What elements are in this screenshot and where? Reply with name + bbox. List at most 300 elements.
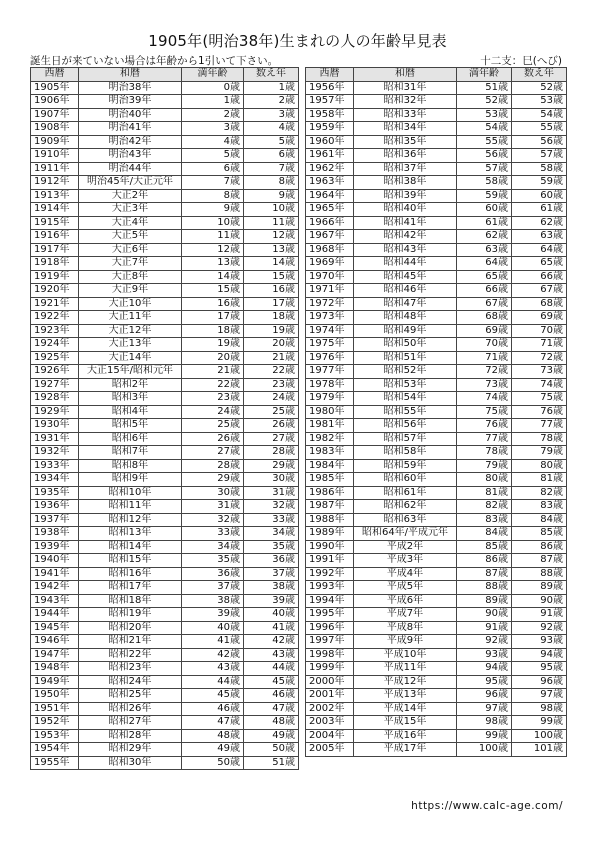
cell-kazoe: 15歳 — [244, 270, 299, 284]
cell-wareki: 昭和40年 — [354, 203, 457, 217]
cell-kazoe: 40歳 — [244, 608, 299, 622]
zodiac-label: 十二支：巳(へび) — [480, 55, 562, 67]
cell-seireki: 1998年 — [306, 648, 354, 662]
cell-seireki: 1976年 — [306, 351, 354, 365]
cell-wareki: 大正12年 — [79, 324, 182, 338]
cell-kazoe: 62歳 — [512, 216, 567, 230]
cell-kazoe: 73歳 — [512, 365, 567, 379]
cell-seireki: 1963年 — [306, 176, 354, 190]
cell-age: 43歳 — [182, 662, 244, 676]
cell-age: 4歳 — [182, 135, 244, 149]
table-row — [306, 216, 567, 230]
table-row — [31, 662, 299, 676]
cell-seireki: 1922年 — [31, 311, 79, 325]
cell-kazoe: 39歳 — [244, 594, 299, 608]
cell-age: 22歳 — [182, 378, 244, 392]
cell-wareki: 昭和31年 — [354, 81, 457, 95]
cell-wareki: 明治45年/大正元年 — [79, 176, 182, 190]
cell-wareki: 昭和60年 — [354, 473, 457, 487]
table-row — [306, 621, 567, 635]
cell-wareki: 平成8年 — [354, 621, 457, 635]
age-table-left — [30, 67, 299, 770]
table-row — [31, 365, 299, 379]
table-row — [306, 702, 567, 716]
table-row — [31, 500, 299, 514]
cell-seireki: 1927年 — [31, 378, 79, 392]
cell-kazoe: 21歳 — [244, 351, 299, 365]
cell-seireki: 1911年 — [31, 162, 79, 176]
cell-age: 97歳 — [457, 702, 512, 716]
cell-kazoe: 23歳 — [244, 378, 299, 392]
table-row — [306, 635, 567, 649]
cell-kazoe: 27歳 — [244, 432, 299, 446]
cell-seireki: 1905年 — [31, 81, 79, 95]
age-table-right — [305, 67, 567, 757]
cell-wareki: 昭和38年 — [354, 176, 457, 190]
cell-kazoe: 19歳 — [244, 324, 299, 338]
cell-wareki: 昭和15年 — [79, 554, 182, 568]
cell-age: 76歳 — [457, 419, 512, 433]
cell-age: 92歳 — [457, 635, 512, 649]
cell-seireki: 1977年 — [306, 365, 354, 379]
cell-seireki: 1964年 — [306, 189, 354, 203]
cell-wareki: 昭和13年 — [79, 527, 182, 541]
table-row — [31, 149, 299, 163]
cell-kazoe: 101歳 — [512, 743, 567, 757]
cell-wareki: 大正9年 — [79, 284, 182, 298]
cell-age: 61歳 — [457, 216, 512, 230]
cell-wareki: 昭和29年 — [79, 743, 182, 757]
cell-wareki: 明治38年 — [79, 81, 182, 95]
cell-seireki: 1937年 — [31, 513, 79, 527]
cell-wareki: 大正7年 — [79, 257, 182, 271]
cell-wareki: 平成12年 — [354, 675, 457, 689]
cell-seireki: 1973年 — [306, 311, 354, 325]
table-row — [31, 297, 299, 311]
cell-wareki: 昭和56年 — [354, 419, 457, 433]
cell-age: 27歳 — [182, 446, 244, 460]
cell-kazoe: 53歳 — [512, 95, 567, 109]
cell-wareki: 昭和39年 — [354, 189, 457, 203]
table-row — [306, 243, 567, 257]
cell-seireki: 1933年 — [31, 459, 79, 473]
cell-kazoe: 34歳 — [244, 527, 299, 541]
cell-wareki: 平成16年 — [354, 729, 457, 743]
cell-wareki: 昭和10年 — [79, 486, 182, 500]
table-row — [306, 189, 567, 203]
table-row — [31, 189, 299, 203]
table-row — [31, 338, 299, 352]
cell-kazoe: 7歳 — [244, 162, 299, 176]
cell-seireki: 1921年 — [31, 297, 79, 311]
table-row — [306, 95, 567, 109]
cell-age: 50歳 — [182, 756, 244, 770]
cell-wareki: 大正15年/昭和元年 — [79, 365, 182, 379]
cell-seireki: 1928年 — [31, 392, 79, 406]
birthday-note: 誕生日が来ていない場合は年齢から1引いて下さい。 — [30, 55, 279, 67]
cell-wareki: 昭和48年 — [354, 311, 457, 325]
cell-age: 67歳 — [457, 297, 512, 311]
cell-kazoe: 37歳 — [244, 567, 299, 581]
table-row — [31, 702, 299, 716]
cell-age: 53歳 — [457, 108, 512, 122]
cell-age: 23歳 — [182, 392, 244, 406]
table-row — [306, 81, 567, 95]
cell-kazoe: 77歳 — [512, 419, 567, 433]
cell-age: 47歳 — [182, 716, 244, 730]
cell-seireki: 1954年 — [31, 743, 79, 757]
cell-kazoe: 45歳 — [244, 675, 299, 689]
table-row — [306, 311, 567, 325]
cell-seireki: 1914年 — [31, 203, 79, 217]
table-row — [306, 608, 567, 622]
cell-kazoe: 57歳 — [512, 149, 567, 163]
table-row — [306, 338, 567, 352]
cell-age: 33歳 — [182, 527, 244, 541]
cell-kazoe: 36歳 — [244, 554, 299, 568]
cell-seireki: 1966年 — [306, 216, 354, 230]
cell-seireki: 1923年 — [31, 324, 79, 338]
cell-age: 56歳 — [457, 149, 512, 163]
cell-age: 2歳 — [182, 108, 244, 122]
table-row — [31, 459, 299, 473]
cell-wareki: 明治39年 — [79, 95, 182, 109]
cell-kazoe: 32歳 — [244, 500, 299, 514]
cell-kazoe: 46歳 — [244, 689, 299, 703]
cell-wareki: 昭和46年 — [354, 284, 457, 298]
cell-age: 10歳 — [182, 216, 244, 230]
cell-seireki: 1913年 — [31, 189, 79, 203]
cell-seireki: 1978年 — [306, 378, 354, 392]
cell-kazoe: 10歳 — [244, 203, 299, 217]
cell-wareki: 大正5年 — [79, 230, 182, 244]
cell-seireki: 1949年 — [31, 675, 79, 689]
cell-seireki: 1955年 — [31, 756, 79, 770]
table-row — [306, 365, 567, 379]
cell-age: 24歳 — [182, 405, 244, 419]
cell-age: 93歳 — [457, 648, 512, 662]
cell-age: 96歳 — [457, 689, 512, 703]
cell-seireki: 1987年 — [306, 500, 354, 514]
cell-wareki: 昭和41年 — [354, 216, 457, 230]
cell-kazoe: 14歳 — [244, 257, 299, 271]
cell-age: 42歳 — [182, 648, 244, 662]
cell-kazoe: 70歳 — [512, 324, 567, 338]
cell-wareki: 平成6年 — [354, 594, 457, 608]
cell-age: 45歳 — [182, 689, 244, 703]
cell-age: 38歳 — [182, 594, 244, 608]
header-seireki: 西暦 — [306, 68, 354, 82]
table-row — [31, 513, 299, 527]
cell-age: 69歳 — [457, 324, 512, 338]
cell-seireki: 1961年 — [306, 149, 354, 163]
cell-kazoe: 8歳 — [244, 176, 299, 190]
cell-seireki: 1989年 — [306, 527, 354, 541]
cell-age: 70歳 — [457, 338, 512, 352]
table-row — [31, 135, 299, 149]
cell-seireki: 1957年 — [306, 95, 354, 109]
cell-seireki: 1969年 — [306, 257, 354, 271]
age-table-left-body — [31, 81, 299, 770]
cell-wareki: 昭和26年 — [79, 702, 182, 716]
table-row — [31, 486, 299, 500]
cell-wareki: 昭和11年 — [79, 500, 182, 514]
cell-seireki: 1948年 — [31, 662, 79, 676]
table-row — [306, 230, 567, 244]
cell-age: 54歳 — [457, 122, 512, 136]
table-row — [306, 689, 567, 703]
table-row — [31, 743, 299, 757]
cell-wareki: 昭和5年 — [79, 419, 182, 433]
cell-wareki: 昭和35年 — [354, 135, 457, 149]
table-row — [31, 581, 299, 595]
cell-kazoe: 41歳 — [244, 621, 299, 635]
cell-wareki: 昭和27年 — [79, 716, 182, 730]
cell-seireki: 1934年 — [31, 473, 79, 487]
cell-age: 26歳 — [182, 432, 244, 446]
cell-wareki: 明治42年 — [79, 135, 182, 149]
cell-kazoe: 56歳 — [512, 135, 567, 149]
table-row — [31, 243, 299, 257]
table-row — [31, 351, 299, 365]
cell-seireki: 1981年 — [306, 419, 354, 433]
cell-age: 40歳 — [182, 621, 244, 635]
cell-wareki: 昭和24年 — [79, 675, 182, 689]
cell-wareki: 昭和47年 — [354, 297, 457, 311]
cell-age: 52歳 — [457, 95, 512, 109]
table-row — [306, 284, 567, 298]
cell-wareki: 昭和19年 — [79, 608, 182, 622]
table-row — [306, 459, 567, 473]
table-row — [306, 405, 567, 419]
cell-seireki: 2001年 — [306, 689, 354, 703]
cell-wareki: 昭和12年 — [79, 513, 182, 527]
cell-seireki: 1910年 — [31, 149, 79, 163]
cell-age: 99歳 — [457, 729, 512, 743]
cell-age: 35歳 — [182, 554, 244, 568]
cell-age: 37歳 — [182, 581, 244, 595]
cell-seireki: 1979年 — [306, 392, 354, 406]
cell-kazoe: 47歳 — [244, 702, 299, 716]
cell-wareki: 昭和50年 — [354, 338, 457, 352]
cell-wareki: 昭和36年 — [354, 149, 457, 163]
cell-wareki: 平成2年 — [354, 540, 457, 554]
cell-kazoe: 35歳 — [244, 540, 299, 554]
cell-wareki: 昭和63年 — [354, 513, 457, 527]
table-row — [31, 203, 299, 217]
table-row — [31, 621, 299, 635]
table-row — [31, 392, 299, 406]
cell-kazoe: 3歳 — [244, 108, 299, 122]
cell-wareki: 昭和53年 — [354, 378, 457, 392]
table-row — [306, 648, 567, 662]
cell-kazoe: 1歳 — [244, 81, 299, 95]
cell-age: 73歳 — [457, 378, 512, 392]
cell-seireki: 1985年 — [306, 473, 354, 487]
cell-kazoe: 66歳 — [512, 270, 567, 284]
cell-wareki: 平成15年 — [354, 716, 457, 730]
table-row — [306, 419, 567, 433]
cell-age: 71歳 — [457, 351, 512, 365]
cell-wareki: 昭和44年 — [354, 257, 457, 271]
cell-seireki: 1908年 — [31, 122, 79, 136]
table-row — [306, 257, 567, 271]
cell-age: 9歳 — [182, 203, 244, 217]
cell-kazoe: 5歳 — [244, 135, 299, 149]
cell-kazoe: 64歳 — [512, 243, 567, 257]
cell-age: 79歳 — [457, 459, 512, 473]
table-row — [306, 297, 567, 311]
cell-wareki: 昭和7年 — [79, 446, 182, 460]
cell-seireki: 1956年 — [306, 81, 354, 95]
cell-wareki: 平成10年 — [354, 648, 457, 662]
cell-wareki: 昭和32年 — [354, 95, 457, 109]
cell-wareki: 昭和55年 — [354, 405, 457, 419]
table-row — [31, 95, 299, 109]
cell-seireki: 1965年 — [306, 203, 354, 217]
cell-seireki: 1975年 — [306, 338, 354, 352]
cell-kazoe: 76歳 — [512, 405, 567, 419]
cell-wareki: 大正14年 — [79, 351, 182, 365]
cell-age: 86歳 — [457, 554, 512, 568]
cell-wareki: 昭和28年 — [79, 729, 182, 743]
table-row — [306, 567, 567, 581]
table-row — [306, 162, 567, 176]
cell-wareki: 平成14年 — [354, 702, 457, 716]
header-age: 満年齢 — [457, 68, 512, 82]
cell-wareki: 昭和3年 — [79, 392, 182, 406]
cell-kazoe: 98歳 — [512, 702, 567, 716]
cell-kazoe: 96歳 — [512, 675, 567, 689]
cell-seireki: 1909年 — [31, 135, 79, 149]
cell-seireki: 1940年 — [31, 554, 79, 568]
cell-age: 11歳 — [182, 230, 244, 244]
cell-wareki: 昭和51年 — [354, 351, 457, 365]
table-row — [306, 500, 567, 514]
cell-age: 14歳 — [182, 270, 244, 284]
cell-age: 41歳 — [182, 635, 244, 649]
cell-wareki: 昭和23年 — [79, 662, 182, 676]
cell-kazoe: 79歳 — [512, 446, 567, 460]
cell-age: 0歳 — [182, 81, 244, 95]
cell-wareki: 昭和30年 — [79, 756, 182, 770]
cell-age: 81歳 — [457, 486, 512, 500]
table-row — [31, 594, 299, 608]
table-row — [306, 527, 567, 541]
cell-age: 78歳 — [457, 446, 512, 460]
table-row — [31, 675, 299, 689]
cell-kazoe: 17歳 — [244, 297, 299, 311]
cell-kazoe: 43歳 — [244, 648, 299, 662]
cell-kazoe: 80歳 — [512, 459, 567, 473]
table-row — [31, 230, 299, 244]
cell-kazoe: 60歳 — [512, 189, 567, 203]
cell-wareki: 明治41年 — [79, 122, 182, 136]
table-row — [31, 324, 299, 338]
cell-seireki: 1980年 — [306, 405, 354, 419]
table-row — [31, 635, 299, 649]
cell-seireki: 1958年 — [306, 108, 354, 122]
cell-kazoe: 50歳 — [244, 743, 299, 757]
cell-seireki: 1917年 — [31, 243, 79, 257]
cell-seireki: 1951年 — [31, 702, 79, 716]
cell-wareki: 平成17年 — [354, 743, 457, 757]
cell-wareki: 大正11年 — [79, 311, 182, 325]
cell-kazoe: 54歳 — [512, 108, 567, 122]
cell-kazoe: 89歳 — [512, 581, 567, 595]
cell-seireki: 1925年 — [31, 351, 79, 365]
cell-wareki: 昭和37年 — [354, 162, 457, 176]
cell-age: 62歳 — [457, 230, 512, 244]
cell-kazoe: 12歳 — [244, 230, 299, 244]
cell-wareki: 昭和43年 — [354, 243, 457, 257]
cell-wareki: 昭和8年 — [79, 459, 182, 473]
table-row — [31, 473, 299, 487]
cell-kazoe: 48歳 — [244, 716, 299, 730]
header-seireki: 西暦 — [31, 68, 79, 82]
cell-wareki: 昭和2年 — [79, 378, 182, 392]
cell-seireki: 1916年 — [31, 230, 79, 244]
cell-kazoe: 4歳 — [244, 122, 299, 136]
cell-kazoe: 81歳 — [512, 473, 567, 487]
cell-seireki: 1924年 — [31, 338, 79, 352]
cell-kazoe: 72歳 — [512, 351, 567, 365]
table-row — [306, 203, 567, 217]
cell-age: 28歳 — [182, 459, 244, 473]
table-row — [306, 270, 567, 284]
cell-kazoe: 52歳 — [512, 81, 567, 95]
cell-wareki: 昭和45年 — [354, 270, 457, 284]
site-url: https://www.calc-age.com/ — [411, 800, 563, 812]
cell-seireki: 2002年 — [306, 702, 354, 716]
cell-seireki: 1950年 — [31, 689, 79, 703]
cell-age: 48歳 — [182, 729, 244, 743]
cell-age: 31歳 — [182, 500, 244, 514]
cell-kazoe: 20歳 — [244, 338, 299, 352]
cell-wareki: 平成3年 — [354, 554, 457, 568]
cell-seireki: 2004年 — [306, 729, 354, 743]
cell-age: 82歳 — [457, 500, 512, 514]
table-row — [306, 554, 567, 568]
cell-wareki: 昭和57年 — [354, 432, 457, 446]
cell-age: 19歳 — [182, 338, 244, 352]
cell-age: 13歳 — [182, 257, 244, 271]
cell-age: 29歳 — [182, 473, 244, 487]
table-row — [306, 662, 567, 676]
cell-wareki: 明治44年 — [79, 162, 182, 176]
table-row — [31, 311, 299, 325]
cell-seireki: 1993年 — [306, 581, 354, 595]
cell-kazoe: 30歳 — [244, 473, 299, 487]
cell-age: 44歳 — [182, 675, 244, 689]
cell-kazoe: 68歳 — [512, 297, 567, 311]
table-row — [306, 135, 567, 149]
cell-wareki: 昭和62年 — [354, 500, 457, 514]
cell-kazoe: 16歳 — [244, 284, 299, 298]
table-row — [31, 446, 299, 460]
cell-kazoe: 33歳 — [244, 513, 299, 527]
cell-kazoe: 78歳 — [512, 432, 567, 446]
cell-kazoe: 61歳 — [512, 203, 567, 217]
cell-age: 64歳 — [457, 257, 512, 271]
cell-age: 17歳 — [182, 311, 244, 325]
cell-seireki: 1959年 — [306, 122, 354, 136]
cell-age: 25歳 — [182, 419, 244, 433]
cell-wareki: 平成7年 — [354, 608, 457, 622]
cell-kazoe: 83歳 — [512, 500, 567, 514]
cell-seireki: 1991年 — [306, 554, 354, 568]
cell-seireki: 1962年 — [306, 162, 354, 176]
